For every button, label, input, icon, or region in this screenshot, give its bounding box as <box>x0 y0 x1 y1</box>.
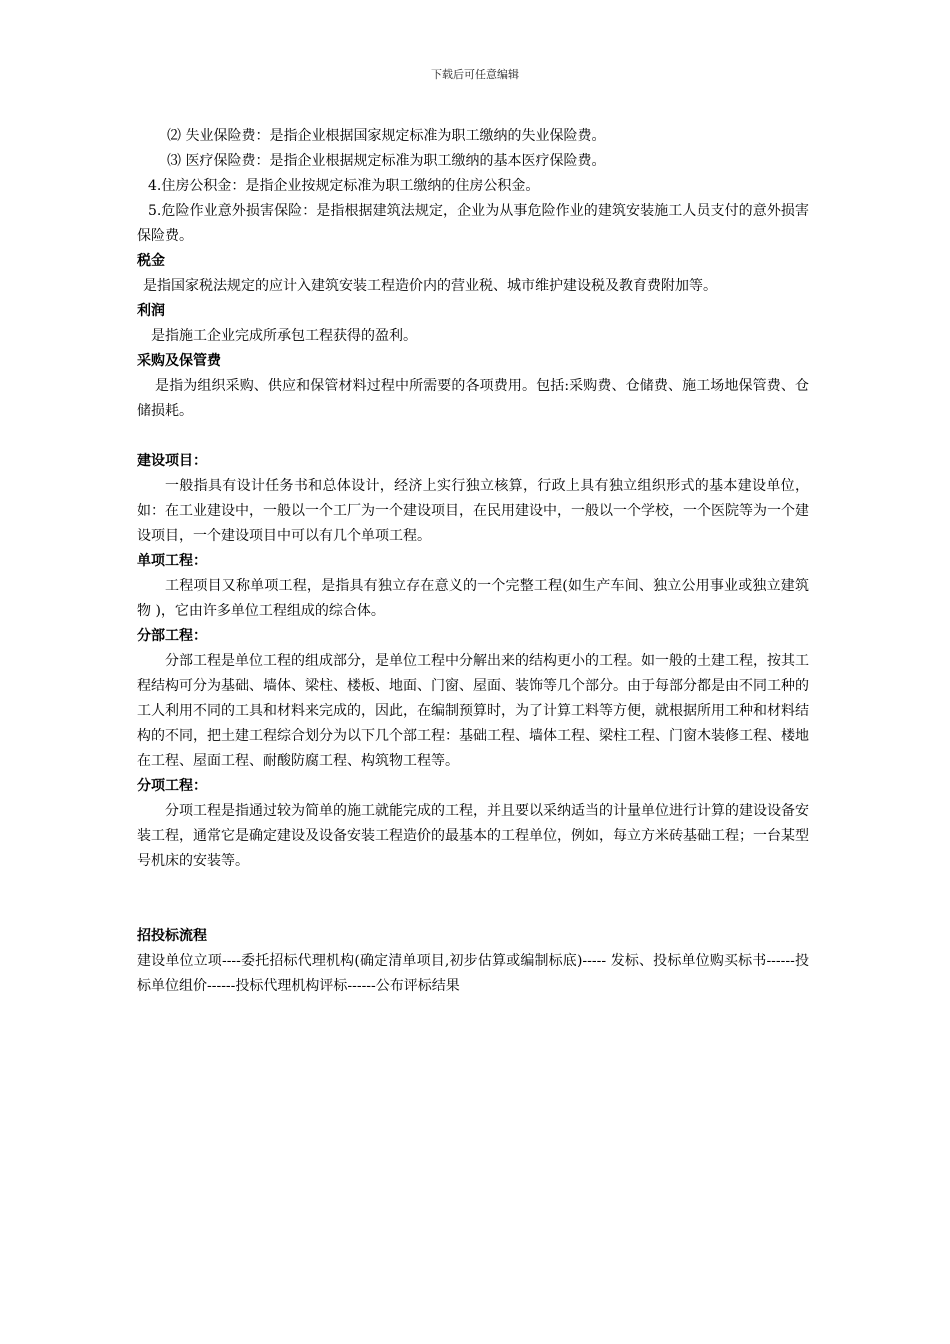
profit-heading: 利润 <box>137 303 165 319</box>
division-project-heading: 分部工程： <box>137 628 207 644</box>
bidding-process-heading: 招投标流程 <box>137 928 207 944</box>
document-body <box>137 124 809 999</box>
header-note: 下载后可任意编辑 <box>431 68 519 81</box>
spacer <box>137 424 809 449</box>
procurement-heading: 采购及保管费 <box>137 353 221 369</box>
single-project-heading: 单项工程： <box>137 553 207 569</box>
insurance-item-unemployment: ⑵ 失业保险费：是指企业根据国家规定标准为职工缴纳的失业保险费。 <box>167 128 606 144</box>
single-project-body: 工程项目又称单项工程，是指具有独立存在意义的一个完整工程(如生产车间、独立公用事业或独立建筑物 )，它由许多单位工程组成的综合体。 <box>137 578 809 619</box>
hazard-insurance-item: 5.危险作业意外损害保险：是指根据建筑法规定，企业为从事危险作业的建筑安装施工人员支付的意外损害保险费。 <box>137 203 809 244</box>
division-project-body: 分部工程是单位工程的组成部分，是单位工程中分解出来的结构更小的工程。如一般的土建工程，按其工程结构可分为基础、墙体、梁柱、楼板、地面、门窗、屋面、装饰等几个部分。由于每部分都是由不同工种的工人利用不同的工具和材料来完成的，因此，在编制预算时，为了计算工料等方便，就根据所用工种和材料结构的不同，把土建工程综合划分为以下几个部工程：基础工程、墙体工程、梁柱工程、门窗木装修工程、楼地在工程、屋面工程、耐酸防腐工程、构筑物工程等。 <box>137 653 809 769</box>
spacer <box>137 874 809 924</box>
insurance-item-medical: ⑶ 医疗保险费：是指企业根据规定标准为职工缴纳的基本医疗保险费。 <box>167 153 606 169</box>
housing-fund-item: 4.住房公积金：是指企业按规定标准为职工缴纳的住房公积金。 <box>148 178 540 194</box>
construction-project-heading: 建设项目： <box>137 453 207 469</box>
construction-project-body: 一般指具有设计任务书和总体设计，经济上实行独立核算，行政上具有独立组织形式的基本建设单位，如：在工业建设中，一般以一个工厂为一个建设项目，在民用建设中，一般以一个学校，一个医院等为一个建设项目，一个建设项目中可以有几个单项工程。 <box>137 478 809 544</box>
profit-body: 是指施工企业完成所承包工程获得的盈利。 <box>151 328 417 344</box>
procurement-body: 是指为组织采购、供应和保管材料过程中所需要的各项费用。包括:采购费、仓储费、施工场地保管费、仓储损耗。 <box>137 378 809 419</box>
sub-item-project-body: 分项工程是指通过较为简单的施工就能完成的工程，并且要以采纳适当的计量单位进行计算的建设设备安装工程，通常它是确定建设及设备安装工程造价的最基本的工程单位，例如，每立方米砖基础工程；一台某型号机床的安装等。 <box>137 803 809 869</box>
tax-body: 是指国家税法规定的应计入建筑安装工程造价内的营业税、城市维护建设税及教育费附加等。 <box>143 278 717 294</box>
bidding-process-body: 建设单位立项----委托招标代理机构(确定清单项目,初步估算或编制标底)----- 发标、投标单位购买标书------投标单位组价------投标代理机构评标------公布评标结果 <box>137 953 809 994</box>
tax-heading: 税金 <box>137 253 165 269</box>
sub-item-project-heading: 分项工程： <box>137 778 207 794</box>
